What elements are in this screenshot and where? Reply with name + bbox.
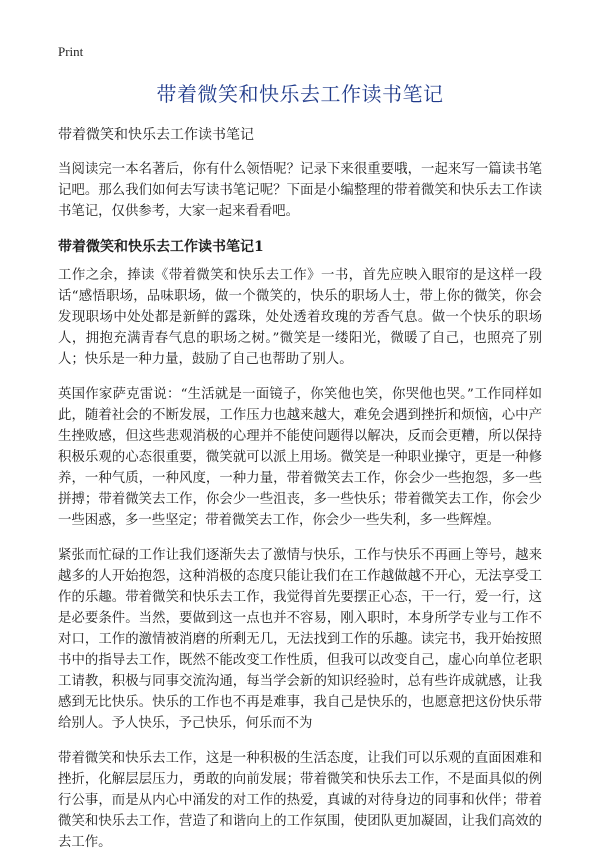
print-link[interactable]: Print bbox=[58, 44, 84, 59]
article-subtitle: 带着微笑和快乐去工作读书笔记 bbox=[58, 127, 254, 143]
body-paragraph: 工作之余，捧读《带着微笑和快乐去工作》一书，首先应映入眼帘的是这样一段话“感悟职场，品味职场，做一个微笑的，快乐的职场人士，带上你的微笑，你会发现职场中处处都是新鲜的露珠，处处透着玫瑰的芳香气息。做一个快乐的职场人，拥抱充满青春气息的职场之树。”微笑是一缕阳光，微暖了自己，也照亮了别人；快乐是一种力量，鼓励了自己也帮助了别人。 bbox=[58, 268, 542, 367]
section-heading: 带着微笑和快乐去工作读书笔记1 bbox=[58, 239, 264, 255]
intro-paragraph: 当阅读完一本名著后，你有什么领悟呢？记录下来很重要哦，一起来写一篇读书笔记吧。那么我们如何去写读书笔记呢？下面是小编整理的带着微笑和快乐去工作读书笔记，仅供参考，大家一起来看看吧。 bbox=[58, 162, 542, 219]
body-paragraph: 英国作家萨克雷说：“生活就是一面镜子，你笑他也笑，你哭他也哭。”工作同样如此，随着社会的不断发展，工作压力也越来越大，难免会遇到挫折和烦恼，心中产生挫败感，但这些悲观消极的心理并不能使问题得以解决，反而会更糟，所以保持积极乐观的心态很重要，微笑就可以派上用场。微笑是一种职业操守，更是一种修养，一种气质，一种风度，一种力量，带着微笑去工作，你会少一些抱怨，多一些拼搏；带着微笑去工作，你会少一些沮丧，多一些快乐；带着微笑去工作，你会少一些困惑，多一些坚定；带着微笑去工作，你会少一些失利，多一些辉煌。 bbox=[58, 387, 542, 528]
page-title: 带着微笑和快乐去工作读书笔记 bbox=[156, 82, 444, 106]
body-paragraph: 紧张而忙碌的工作让我们逐渐失去了激情与快乐，工作与快乐不再画上等号，越来越多的人开始抱怨，这种消极的态度只能让我们在工作越做越不开心，无法享受工作的乐趣。带着微笑和快乐去工作，我觉得首先要摆正心态，干一行，爱一行，这是必要条件。当然，要做到这一点也并不容易，刚入职时，本身所学专业与工作不对口，工作的激情被消磨的所剩无几，无法找到工作的乐趣。读完书，我开始按照书中的指导去工作，既然不能改变工作性质，但我可以改变自己，虚心向单位老职工请教，积极与同事交流沟通，每当学会新的知识经验时，总有些许成就感，让我感到无比快乐。快乐的工作也不再是难事，我自己是快乐的，也愿意把这份快乐带给别人。予人快乐，予己快乐，何乐而不为 bbox=[58, 548, 542, 731]
body-paragraph: 带着微笑和快乐去工作，这是一种积极的生活态度，让我们可以乐观的直面困难和挫折，化解层层压力，勇敢的向前发展；带着微笑和快乐去工作，不是面具似的例行公事，而是从内心中涌发的对工作的热爱，真诚的对待身边的同事和伙伴；带着微笑和快乐去工作，营造了和谐向上的工作氛围，使团队更加凝固，让我们高效的去工作。 bbox=[58, 751, 542, 850]
